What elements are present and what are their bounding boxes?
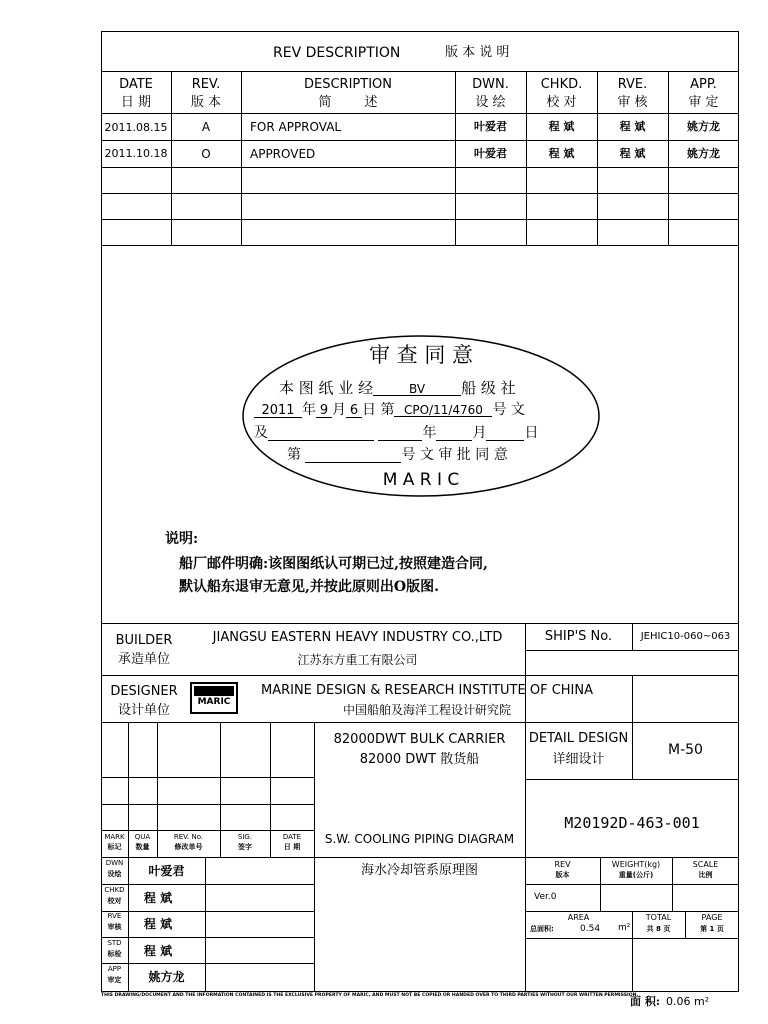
ship-type-cn-text: 散货船 — [440, 752, 480, 767]
header-app-cn: 审 定 — [688, 95, 719, 110]
stamp-month-label: 月 — [332, 402, 346, 418]
designer-name-cn: 中国船舶及海洋工程设计研究院 — [342, 703, 511, 717]
header-description-cn: 简 述 — [318, 95, 378, 110]
signer-role-cn: 设绘 — [107, 870, 122, 878]
stamp-line3-prefix: 及 — [254, 425, 268, 441]
signer-role-cn: 标检 — [107, 950, 122, 958]
scale-label: SCALE — [692, 860, 719, 869]
design-stage: DETAIL DESIGN — [528, 731, 629, 746]
ship-type-cn-prefix: 82000 DWT — [359, 752, 437, 767]
row-description: FOR APPROVAL — [250, 120, 342, 134]
row-app: 姚方龙 — [687, 147, 720, 160]
sig-header: SIG. — [237, 833, 253, 841]
version: Ver.0 — [534, 892, 557, 902]
row-rve: 程 斌 — [619, 147, 646, 160]
stamp-day-label: 日 — [362, 402, 376, 418]
maric-logo-text: MARIC — [197, 697, 231, 707]
signer-name: 程 斌 — [143, 917, 173, 931]
maric-logo — [190, 682, 238, 714]
total-label: TOTAL — [645, 913, 672, 922]
ship-no: JEHIC10-060~063 — [640, 631, 731, 642]
footer-area-label: 面 积: — [630, 995, 660, 1008]
row-rev: A — [201, 120, 211, 134]
stamp-society: BV — [373, 383, 461, 396]
header-dwn: DWN. — [472, 77, 509, 92]
signer-role: CHKD — [104, 886, 125, 894]
stamp-line3-day: 日 — [524, 425, 539, 441]
mark-header-cn: 标记 — [107, 843, 122, 851]
rev-table-title-cn: 版 本 说 明 — [445, 45, 510, 60]
header-date-cn: 日 期 — [120, 95, 152, 110]
stamp-letter-suffix: 号 文 — [492, 402, 525, 418]
builder-name-cn: 江苏东方重工有限公司 — [297, 653, 418, 667]
notes-line1: 船厂邮件明确:该图图纸认可期已过,按照建造合同, — [179, 556, 488, 572]
total-value: 共 8 页 — [646, 925, 671, 933]
header-chkd-cn: 校 对 — [546, 95, 577, 110]
row-chkd: 程 斌 — [548, 120, 575, 133]
rev-no-header: REV. No. — [173, 833, 204, 841]
design-stage-cn: 详细设计 — [552, 752, 605, 767]
date-header-cn: 日 期 — [283, 843, 301, 851]
header-rev: REV. — [191, 77, 221, 92]
notes-line2: 默认船东退审无意见,并按此原则出O版图. — [179, 579, 439, 595]
stamp-no-label: 第 — [380, 402, 395, 418]
notes-heading: 说明: — [165, 531, 199, 547]
rev-table-title: REV DESCRIPTION — [273, 45, 401, 61]
sig-header-cn: 签字 — [238, 843, 252, 851]
row-description: APPROVED — [250, 147, 316, 161]
rev-no-header-cn: 修改单号 — [174, 843, 203, 851]
header-dwn-cn: 设 绘 — [475, 95, 506, 110]
stamp-year-label: 年 — [302, 402, 316, 418]
rev-label: REV — [554, 860, 571, 869]
mark-header: MARK — [104, 833, 125, 841]
designer-label: DESIGNER — [110, 684, 178, 699]
builder-label-cn: 承造单位 — [117, 652, 170, 667]
stamp-org: M A R I C — [382, 470, 460, 490]
stamp-day: 6 — [346, 404, 362, 418]
header-date: DATE — [119, 77, 153, 92]
drawing-number: M20192D-463-001 — [564, 814, 700, 832]
stamp-line1-suffix: 船 级 社 — [461, 379, 516, 397]
drawing-title-cn: 海水冷却管系原理图 — [360, 863, 478, 878]
designer-name: MARINE DESIGN & RESEARCH INSTITUTE OF CHINA — [260, 683, 593, 698]
stamp-year: 2011 — [254, 404, 302, 418]
signer-name: 姚方龙 — [148, 970, 185, 984]
ship-type: 82000DWT BULK CARRIER — [333, 732, 506, 747]
row-app: 姚方龙 — [687, 120, 720, 133]
header-description: DESCRIPTION — [304, 77, 392, 92]
qua-header-cn: 数量 — [135, 843, 150, 851]
row-dwn: 叶爱君 — [474, 120, 507, 133]
area-label-cn: 总面积: — [530, 925, 554, 933]
builder-name: JIANGSU EASTERN HEAVY INDUSTRY CO.,LTD — [212, 630, 503, 645]
stamp-line3-year: 年 — [422, 425, 437, 441]
signer-role: APP — [107, 965, 122, 973]
signer-name: 程 斌 — [143, 891, 173, 905]
row-rve: 程 斌 — [619, 120, 646, 133]
stamp-line4-suffix: 号 文 审 批 同 意 — [401, 447, 508, 463]
page-value: 第 1 页 — [700, 925, 724, 933]
signer-role-cn: 审定 — [107, 976, 122, 984]
stamp-line4-prefix: 第 — [287, 447, 301, 463]
signer-name: 程 斌 — [143, 944, 173, 958]
row-date: 2011.10.18 — [104, 147, 168, 160]
row-rev: O — [201, 147, 211, 161]
ship-no-label: SHIP'S No. — [544, 629, 613, 644]
header-rve: RVE. — [617, 77, 648, 92]
stamp-title: 审 查 同 意 — [368, 343, 474, 367]
signer-role: STD — [107, 939, 122, 947]
header-app: APP. — [690, 77, 717, 92]
signer-role-cn: 校对 — [107, 897, 122, 905]
date-header: DATE — [282, 833, 302, 841]
weight-label: WEIGHT(kg) — [611, 860, 661, 869]
row-date: 2011.08.15 — [104, 121, 168, 134]
header-rev-cn: 版 本 — [190, 95, 222, 110]
page-label: PAGE — [701, 913, 723, 922]
ship-type-cn — [314, 753, 525, 766]
signer-name: 叶爱君 — [148, 864, 185, 878]
qua-header: QUA — [134, 833, 151, 841]
disclaimer: THIS DRAWING/DOCUMENT AND THE INFORMATION CONTAINED IS THE EXCLUSIVE PROPERTY OF MARIC, AND MUST NOT BE COPIED OR HANDED OVER TO THIRD PARTIES WITHOUT OUR WRITTEN PERMISSION. — [101, 993, 639, 998]
signer-role: RVE — [107, 912, 122, 920]
drawing-title: S.W. COOLING PIPING DIAGRAM — [324, 832, 515, 846]
signer-role-cn: 审核 — [107, 923, 122, 931]
area-label: AREA — [567, 913, 590, 922]
row-chkd: 程 斌 — [548, 147, 575, 160]
rev-label-cn: 版本 — [555, 871, 570, 879]
header-rve-cn: 审 核 — [617, 95, 648, 110]
signer-role: DWN — [105, 859, 124, 867]
design-code: M-50 — [668, 742, 703, 758]
area-unit: m² — [618, 923, 631, 933]
builder-label: BUILDER — [115, 633, 173, 648]
stamp-line1-prefix: 本 图 纸 业 经 — [279, 379, 374, 397]
stamp-letter-no: CPO/11/4760 — [394, 404, 492, 417]
footer-area-value: 0.06 m² — [666, 995, 710, 1008]
weight-label-cn: 重量(公斤) — [618, 871, 654, 879]
scale-label-cn: 比例 — [698, 871, 713, 879]
stamp-month: 9 — [316, 404, 332, 418]
area-value: 0.54 — [580, 924, 601, 934]
row-dwn: 叶爱君 — [474, 147, 507, 160]
designer-label-cn: 设计单位 — [117, 703, 170, 718]
header-chkd: CHKD. — [540, 77, 583, 92]
stamp-line3-month: 月 — [472, 425, 487, 441]
